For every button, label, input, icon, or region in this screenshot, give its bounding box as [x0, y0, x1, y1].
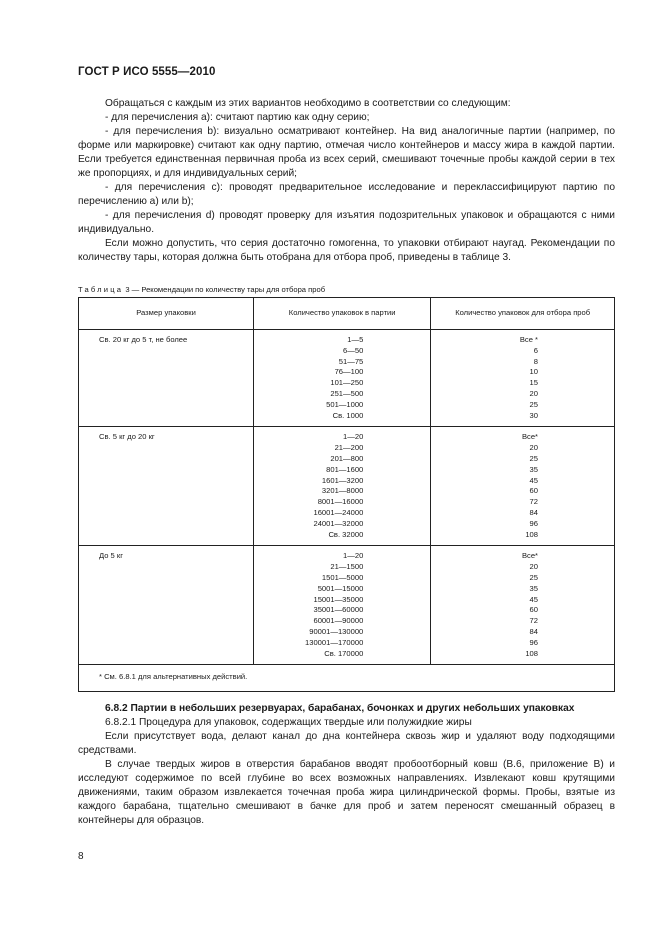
table-cell-line: 6—50: [343, 345, 364, 355]
section-paragraph: Если присутствует вода, делают канал до дна контейнера сквозь жир и удаляют воду подходящими средствами.: [78, 731, 615, 756]
section-6-8-2: [78, 702, 615, 828]
table-cell-line: Все *: [519, 335, 538, 344]
table-cell-line: 35001—60000: [313, 605, 364, 615]
package-size-cell: До 5 кг: [79, 546, 254, 665]
table-cell-line: 60: [529, 605, 538, 615]
table-cell-line: 60001—90000: [313, 616, 364, 626]
table-row: [79, 546, 615, 665]
subsection-heading: 6.8.2.1 Процедура для упаковок, содержащих твердые или полужидкие жиры: [105, 717, 472, 728]
table-cell-line: 3201—8000: [321, 486, 364, 496]
table-cell-line: 15001—35000: [313, 594, 364, 604]
table-footnote: * См. 6.8.1 для альтернативных действий.: [79, 665, 615, 692]
table-cell-line: 20: [529, 388, 538, 398]
table-cell-line: 76—100: [334, 367, 364, 377]
table-row: [79, 330, 615, 427]
table-cell-line: 51—75: [338, 356, 364, 366]
table-cell-line: 6: [533, 345, 538, 355]
table-cell-line: 15: [529, 378, 538, 388]
intro-line: - для перечисления с): проводят предварительное исследование и переклассифицируют партию по перечислению а) или b);: [78, 182, 615, 207]
header-count-to-sample: Количество упаковок для отбора проб: [431, 298, 615, 330]
table-cell-line: 108: [525, 529, 538, 539]
sample-cell: [431, 330, 615, 427]
table-caption: [78, 285, 325, 294]
table-cell-line: Св. 1000: [332, 410, 364, 420]
package-size-cell: Св. 20 кг до 5 т, не более: [79, 330, 254, 427]
table-cell-line: 251—500: [330, 388, 364, 398]
table-cell-line: 24001—32000: [313, 518, 364, 528]
table-cell-line: 30: [529, 410, 538, 420]
intro-line: - для перечисления b): визуально осматривают контейнер. На вид аналогичные партии (например, по форме или маркировке) считают как одну партию, отмечая число контейнеров и массу жира в каждой партии. Если требуется единственная первичная проба из всех серий, смешивают точечные пробы каждой серии в тех же пропорциях, и для индивидуальных серий;: [78, 126, 615, 179]
caption-word: Таблица: [78, 285, 124, 294]
table-cell-line: 8001—16000: [317, 497, 364, 507]
table-cell-line: 35: [529, 583, 538, 593]
table-cell-line: 5001—15000: [317, 583, 364, 593]
table-row: [79, 427, 615, 546]
table-cell-line: 25: [529, 572, 538, 582]
count-cell: [254, 427, 431, 546]
table-cell-line: 60: [529, 486, 538, 496]
document-header: ГОСТ Р ИСО 5555—2010: [78, 66, 216, 78]
table-cell-line: 20: [529, 562, 538, 572]
section-heading: 6.8.2 Партии в небольших резервуарах, барабанах, бочонках и других небольших упаковках: [105, 703, 575, 714]
sampling-table: [78, 297, 615, 692]
table-cell-line: 45: [529, 594, 538, 604]
table-cell-line: 1501—5000: [321, 572, 364, 582]
intro-line: - для перечисления а): считают партию как одну серию;: [105, 112, 370, 123]
page-number: 8: [78, 851, 84, 862]
header-package-size: Размер упаковки: [79, 298, 254, 330]
table-cell-line: 21—200: [334, 443, 364, 453]
table-cell-line: Все*: [521, 432, 538, 442]
intro-line: Обращаться с каждым из этих вариантов необходимо в соответствии со следующим:: [105, 98, 511, 109]
table-cell-line: 501—1000: [326, 399, 364, 409]
intro-text: [78, 97, 615, 265]
table-cell-line: 25: [529, 453, 538, 463]
sample-cell: [431, 546, 615, 665]
table-cell-line: 96: [529, 637, 538, 647]
table-cell-line: 101—250: [330, 378, 364, 388]
table-cell-line: Св. 170000: [324, 648, 364, 658]
intro-line: - для перечисления d) проводят проверку для изъятия подозрительных упаковок и обращаются с ними индивидуально.: [78, 210, 615, 235]
intro-line: Если можно допустить, что серия достаточно гомогенна, то упаковки отбирают наугад. Рекомендации по количеству тары, которая должна быть отобрана для отбора проб, приведены в таблице 3.: [78, 238, 615, 263]
table-cell-line: 801—1600: [326, 464, 364, 474]
table-cell-line: Св. 32000: [328, 529, 364, 539]
table-header-row: [79, 298, 615, 330]
table-cell-line: 72: [529, 616, 538, 626]
count-cell: [254, 546, 431, 665]
table-cell-line: 72: [529, 497, 538, 507]
table-cell-line: 21—1500: [330, 562, 364, 572]
table-cell-line: 16001—24000: [313, 507, 364, 517]
table-cell-line: 1—20: [343, 551, 364, 561]
table-cell-line: 35: [529, 464, 538, 474]
table-cell-line: 45: [529, 475, 538, 485]
table-cell-line: 8: [533, 356, 538, 366]
table-cell-line: Все*: [521, 551, 538, 561]
sample-cell: [431, 427, 615, 546]
table-cell-line: 84: [529, 507, 538, 517]
table-cell-line: 20: [529, 443, 538, 453]
table-cell-line: 90001—130000: [309, 626, 364, 636]
table-cell-line: 25: [529, 399, 538, 409]
table-cell-line: 108: [525, 648, 538, 658]
table-cell-line: 1601—3200: [321, 475, 364, 485]
table-cell-line: 96: [529, 518, 538, 528]
table-cell-line: 130001—170000: [305, 637, 364, 647]
table-cell-line: 10: [529, 367, 538, 377]
table-cell-line: 201—800: [330, 453, 364, 463]
header-count-in-lot: Количество упаковок в партии: [254, 298, 431, 330]
table-cell-line: 1—20: [343, 432, 364, 442]
table-cell-line: 84: [529, 626, 538, 636]
caption-text: 3 — Рекомендации по количеству тары для отбора проб: [125, 285, 326, 294]
package-size-cell: Св. 5 кг до 20 кг: [79, 427, 254, 546]
table-cell-line: 1—5: [347, 335, 364, 344]
section-paragraph: В случае твердых жиров в отверстия барабанов вводят пробоотборный ковш (В.6, приложение В) и исследуют содержимое по всей глубине во всех возможных направлениях. Извлекают ковш крутящими движениями, таким образом извлекается точечная проба жира цилиндрической формы. Пробы, взятые из каждого барабана, тщательно смешивают в бачке для проб и затем переносят смешанный образец в контейнеры для образцов.: [78, 759, 615, 826]
table-footnote-row: [79, 665, 615, 692]
count-cell: [254, 330, 431, 427]
